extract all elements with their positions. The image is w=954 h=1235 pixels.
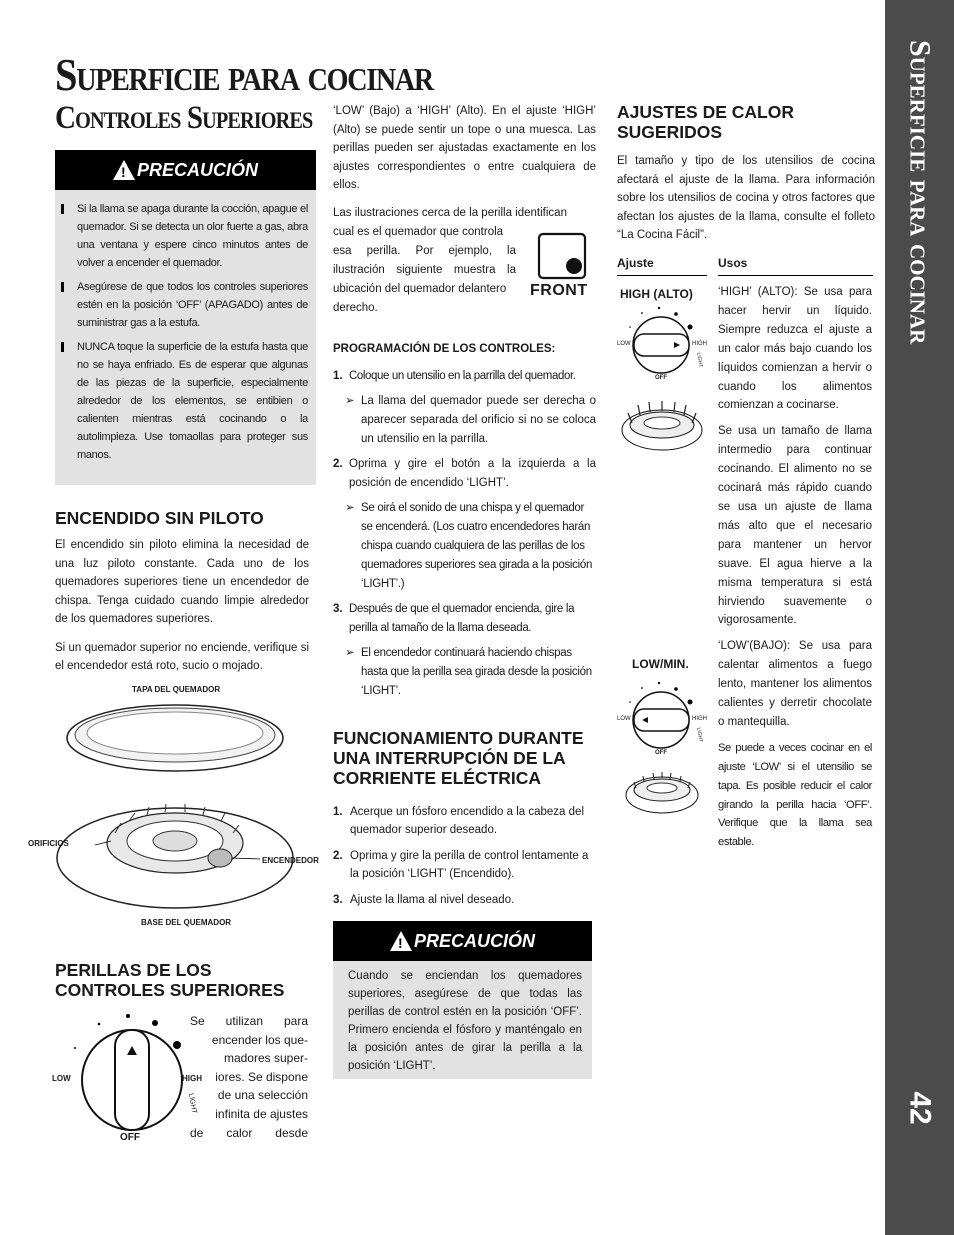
knob-light-label: LIGHT <box>695 727 704 743</box>
step-3-note: El encendedor continuará haciendo chispas hasta que la perilla sea girada desde la posición ‘LIGHT’. <box>361 647 592 697</box>
knob-low-label: LOW <box>617 716 631 722</box>
setting-high-label: HIGH (ALTO) <box>620 287 693 301</box>
caution-header: ! PRECAUCIÓN <box>333 921 592 961</box>
knob-light-label: LIGHT <box>695 352 704 368</box>
control-knob-illustration <box>50 1012 220 1147</box>
heading-perillas-2: CONTROLES SUPERIORES <box>55 980 285 1000</box>
func-step-1: Acerque un fósforo encendido a la cabeza del quemador superior deseado. <box>350 806 584 836</box>
caution-header: ! PRECAUCIÓN <box>55 150 316 190</box>
func-step-2: Oprima y gire la perilla de control lentamente a la posición ‘LIGHT’ (Encendido). <box>350 850 589 880</box>
knob-off-label: OFF <box>655 750 667 756</box>
paragraph: El tamaño y tipo de los utensilios de cocina afectará el ajuste de la llama. Para información sobre los utensilios de cocina y otros factores que afectan los ajustes de la llama, consulte el folleto “La Cocina Fácil”. <box>617 155 875 241</box>
heading-funcionamiento-1: FUNCIONAMIENTO DURANTE <box>333 728 584 748</box>
knob-high-label: HIGH <box>692 716 707 722</box>
table-header <box>617 256 873 278</box>
knob-low-label: LOW <box>617 341 631 347</box>
paragraph: El encendido sin piloto elimina la necesidad de una luz piloto constante. Cada uno de los quemadores superiores tiene un encendedor de chispa. Tenga cuidado cuando limpie alrededor de los quemadores superiores. <box>55 539 309 625</box>
heading-funcionamiento-2: UNA INTERRUPCIÓN DE LA <box>333 748 566 768</box>
knob-low-label: LOW <box>52 1074 71 1083</box>
heading-ajustes-1: AJUSTES DE CALOR <box>617 102 794 122</box>
caution-item: Asegúrese de que todos los controles superiores estén en la posición ‘OFF’ (APAGADO) antes de suministrar gas a la estufa. <box>55 278 308 332</box>
label-orifices: ORIFICIOS <box>28 839 69 848</box>
knob-light-label: LIGHT <box>187 1092 198 1115</box>
paragraph: ‘LOW’ (Bajo) a ‘HIGH’ (Alto). En el ajuste ‘HIGH’ (Alto) se puede sentir un tope o una muesca. Las perillas pueden ser ajustadas exactamente en los ajustes correspondientes o entre cualquiera de ellos. <box>333 105 596 191</box>
high-usage-text-2: Se usa un tamaño de llama intermedio para continuar cocinando. El alimento no se cocinará más rápido cuando se usa un ajuste de llama más alto que el necesario para mantener un hervor suave. El agua hierve a la misma temperatura si está hirviendo suavemente o vigorosamente. <box>718 425 872 627</box>
label-igniter: ENCENDEDOR <box>262 856 319 865</box>
arrow-icon: ➢ <box>345 502 355 514</box>
paragraph: Si un quemador superior no enciende, verifique si el encendedor está roto, sucio o mojado. <box>55 641 309 672</box>
page-title: Superficie para cocinar <box>55 49 433 100</box>
caution-item: NUNCA toque la superficie de la estufa hasta que no se haya enfriado. Es de esperar que algunas de las piezas de la superficie, especialmente alrededor de los elementos, se entibien o calienten mientras está cocinando o la autolimpieza. Use tomaollas para proteger sus manos. <box>55 338 308 464</box>
sidebar <box>885 0 954 1235</box>
high-knob-illustration <box>612 305 712 465</box>
warning-icon: ! <box>113 160 135 180</box>
warning-icon: ! <box>390 931 412 951</box>
knob-high-label: HIGH <box>692 341 707 347</box>
section-title: Controles Superiores <box>55 100 313 136</box>
step-3: Después de que el quemador encienda, gire la perilla al tamaño de la llama deseada. <box>349 603 575 634</box>
col-header-usos: Usos <box>718 256 748 270</box>
low-knob-illustration <box>612 680 712 820</box>
sidebar-title: Superficie para cocinar <box>903 40 937 345</box>
page-number: 42 <box>903 1091 937 1125</box>
low-usage-text-2: Se puede a veces cocinar en el ajuste ‘LOW’ si el utensilio se tapa. Es posible reducir el calor girando la perilla hacia ‘OFF’. Verifique que la llama sea estable. <box>718 741 872 849</box>
heading-encendido: ENCENDIDO SIN PILOTO <box>55 508 264 528</box>
heading-funcionamiento-3: CORRIENTE ELÉCTRICA <box>333 768 542 788</box>
low-usage-text: ‘LOW’(BAJO): Se usa para calentar alimentos a fuego lento, mantener los alimentos calientes y derretir chocolate o mantequilla. <box>718 640 872 728</box>
front-burner-icon <box>530 232 596 304</box>
arrow-icon: ➢ <box>345 647 355 659</box>
caution-text: Cuando se enciendan los quemadores superiores, asegúrese de que todas las perillas de control estén en la posición ‘OFF’. Primero encienda el fósforo y manténgalo en la posición antes de girar la perilla a la posición ‘LIGHT’. <box>348 970 582 1072</box>
high-usage-text: ‘HIGH’ (ALTO): Se usa para hacer hervir un líquido. Siempre reduzca el ajuste a un calor más bajo cuando los líquidos comienzan a hervir o cuando los alimentos comienzan a cocinarse. <box>718 286 872 412</box>
caution-item: Si la llama se apaga durante la cocción, apague el quemador. Si se detecta un olor fuerte a gas, abra una ventana y espere cinco minutos antes de volver a encender el quemador. <box>55 200 308 272</box>
func-step-3: Ajuste la llama al nivel deseado. <box>350 894 515 906</box>
caution-box-2 <box>333 921 592 1079</box>
step-1-note: La llama del quemador puede ser derecha o aparecer separada del orificio si no se coloca un utensilio en la parrilla. <box>361 395 596 445</box>
front-paragraph: Las ilustraciones cerca de la perilla identifican cual es el quemador que controla esa perilla. Por ejemplo, la ilustración siguiente muestra la ubicación del quemador delantero derecho. <box>333 207 567 314</box>
perillas-text: Se utilizan para encender los que- madores super- iores. Se dispone de una selección infinita de ajustes de calor desde <box>190 1014 308 1140</box>
caution-box-1 <box>55 150 316 485</box>
col-header-ajuste: Ajuste <box>617 256 654 270</box>
burner-diagram <box>25 683 325 933</box>
heading-ajustes-2: SUGERIDOS <box>617 122 723 142</box>
knob-off-label: OFF <box>120 1132 140 1143</box>
front-label: FRONT <box>530 282 588 299</box>
step-2-note: Se oirá el sonido de una chispa y el quemador se encenderá. (Los cuatro encendedores harán chispa cuando cualquiera de las perillas de los quemadores superiores sea girada a la posición ‘LIGHT’.) <box>361 502 593 590</box>
step-2: Oprima y gire el botón a la izquierda a la posición de encendido ‘LIGHT’. <box>349 458 596 489</box>
label-burner-cap: TAPA DEL QUEMADOR <box>132 685 221 694</box>
heading-perillas-1: PERILLAS DE LOS <box>55 960 212 980</box>
knob-high-label: HIGH <box>182 1074 202 1083</box>
label-burner-base: BASE DEL QUEMADOR <box>141 918 232 927</box>
heading-programacion: PROGRAMACIÓN DE LOS CONTROLES: <box>333 343 556 355</box>
setting-low-label: LOW/MIN. <box>632 657 689 671</box>
step-1: Coloque un utensilio en la parrilla del quemador. <box>349 370 576 382</box>
arrow-icon: ➢ <box>345 395 355 407</box>
knob-off-label: OFF <box>655 375 667 381</box>
